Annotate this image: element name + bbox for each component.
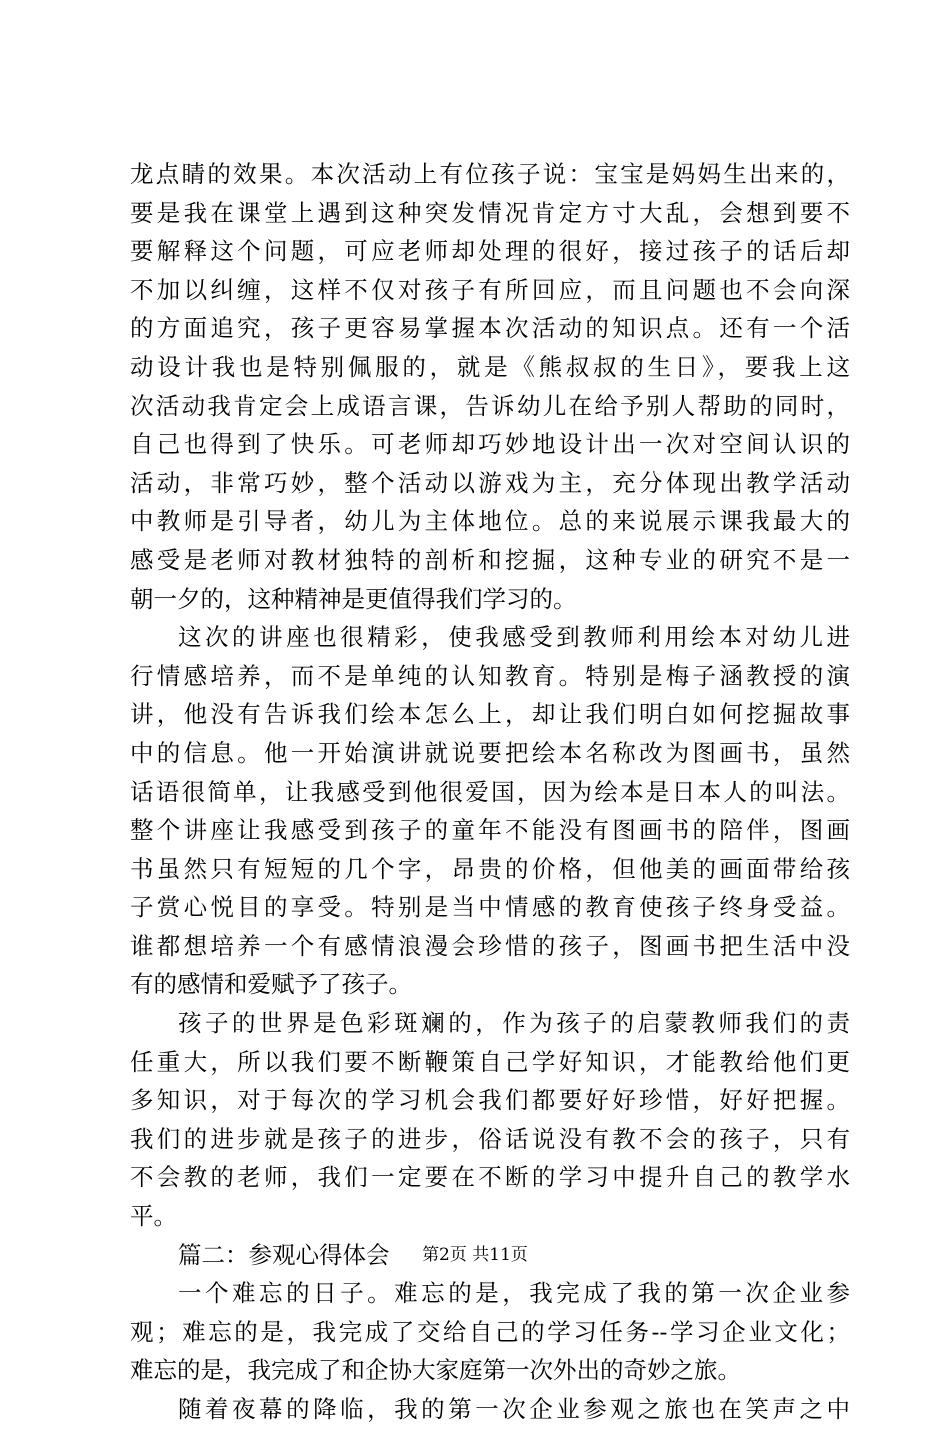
text-line: 自己也得到了快乐。可老师却巧妙地设计出一次对空间认识的	[130, 430, 850, 459]
text-line: 难忘的是，我完成了和企协大家庭第一次外出的奇妙之旅。	[130, 1356, 741, 1385]
page-footer: 第2页 共11页	[422, 1245, 528, 1265]
text-line: 观；难忘的是，我完成了交给自己的学习任务--学习企业文化；	[130, 1317, 850, 1346]
text-line: 子赏心悦目的享受。特别是当中情感的教育使孩子终身受益。	[130, 893, 850, 922]
text-line: 行情感培养，而不是单纯的认知教育。特别是梅子涵教授的演	[130, 661, 850, 690]
text-line: 要是我在课堂上遇到这种突发情况肯定方寸大乱，会想到要不	[130, 198, 850, 227]
text-line: 一个难忘的日子。难忘的是，我完成了我的第一次企业参	[178, 1279, 850, 1308]
text-line: 动设计我也是特别佩服的，就是《熊叔叔的生日》，要我上这	[130, 352, 850, 381]
text-line: 要解释这个问题，可应老师却处理的很好，接过孩子的话后却	[130, 237, 850, 266]
text-line: 次活动我肯定会上成语言课，告诉幼儿在给予别人帮助的同时，	[130, 391, 850, 420]
text-line: 任重大，所以我们要不断鞭策自己学好知识，才能教给他们更	[130, 1047, 850, 1076]
text-line: 感受是老师对教材独特的剖析和挖掘，这种专业的研究不是一	[130, 545, 850, 574]
text-line: 平。	[130, 1202, 177, 1231]
text-line: 多知识，对于每次的学习机会我们都要好好珍惜，好好把握。	[130, 1086, 850, 1115]
body-text	[130, 155, 850, 1429]
text-line: 讲，他没有告诉我们绘本怎么上，却让我们明白如何挖掘故事	[130, 700, 850, 729]
text-line: 中教师是引导者，幼儿为主体地位。总的来说展示课我最大的	[130, 507, 850, 536]
text-line: 随着夜幕的降临，我的第一次企业参观之旅也在笑声之中	[178, 1395, 850, 1423]
text-line: 不加以纠缠，这样不仅对孩子有所回应，而且问题也不会向深	[130, 275, 850, 304]
text-line: 有的感情和爱赋予了孩子。	[130, 970, 412, 999]
text-line: 话语很简单，让我感受到他很爱国，因为绘本是日本人的叫法。	[130, 777, 850, 806]
text-line: 谁都想培养一个有感情浪漫会珍惜的孩子，图画书把生活中没	[130, 931, 850, 960]
text-line: 龙点睛的效果。本次活动上有位孩子说：宝宝是妈妈生出来的，	[130, 160, 850, 188]
text-line: 中的信息。他一开始演讲就说要把绘本名称改为图画书，虽然	[130, 738, 850, 767]
text-line: 朝一夕的，这种精神是更值得我们学习的。	[130, 584, 577, 613]
text-line: 篇二：参观心得体会	[178, 1240, 390, 1269]
text-line: 孩子的世界是色彩斑斓的，作为孩子的启蒙教师我们的责	[178, 1009, 850, 1038]
text-line: 活动，非常巧妙，整个活动以游戏为主，充分体现出教学活动	[130, 468, 850, 497]
text-line: 不会教的老师，我们一定要在不断的学习中提升自己的教学水	[130, 1163, 850, 1192]
text-line: 我们的进步就是孩子的进步，俗话说没有教不会的孩子，只有	[130, 1124, 850, 1153]
text-line: 整个讲座让我感受到孩子的童年不能没有图画书的陪伴，图画	[130, 816, 850, 845]
text-line: 书虽然只有短短的几个字，昂贵的价格，但他美的画面带给孩	[130, 854, 850, 883]
text-line: 这次的讲座也很精彩，使我感受到教师利用绘本对幼儿进	[178, 623, 850, 652]
text-line: 的方面追究，孩子更容易掌握本次活动的知识点。还有一个活	[130, 314, 850, 343]
